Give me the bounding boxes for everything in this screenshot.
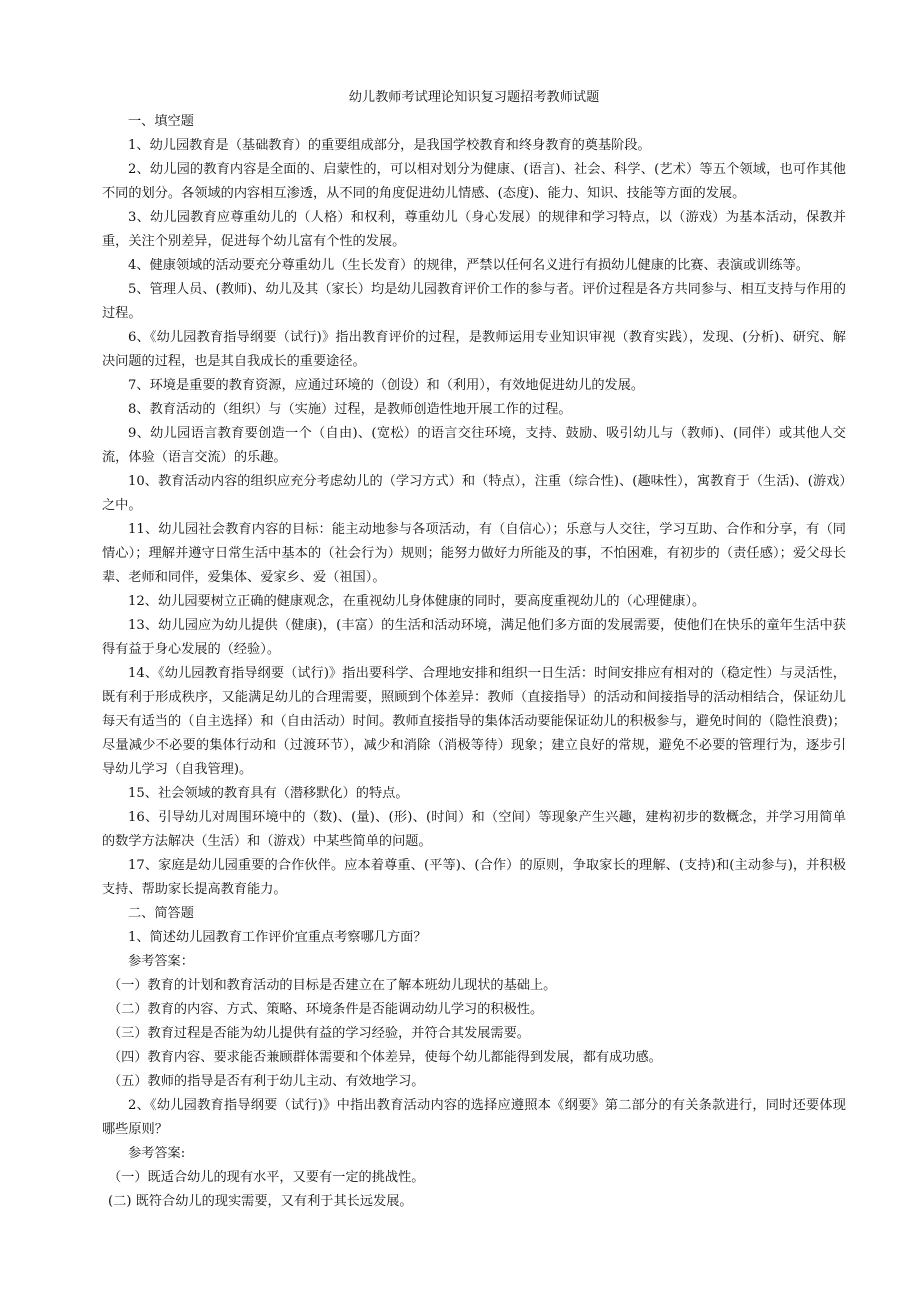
- fill-blank-item: 13、幼儿园应为幼儿提供（健康)，(丰富）的生活和活动环境，满足他们多方面的发展需要，使他们在快乐的童年生活中获得有益于身心发展的（经验）。: [102, 618, 846, 657]
- reference-answer-label: 参考答案：: [128, 954, 194, 969]
- fill-blank-item: 8、教育活动的（组织）与（实施）过程，是教师创造性地开展工作的过程。: [128, 402, 572, 417]
- answer-item: （一）教育的计划和教育活动的目标是否建立在了解本班幼儿现状的基础上。: [108, 978, 557, 993]
- fill-blank-item: 7、环境是重要的教育资源，应通过环境的（创设）和（利用），有效地促进幼儿的发展。: [128, 378, 645, 393]
- fill-blank-item: 17、家庭是幼儿园重要的合作伙伴。应本着尊重、(平等)、(合作）的原则，争取家长的理解、(支持)和(主动参与)，并积极支持、帮助家长提高教育能力。: [102, 858, 846, 897]
- fill-blank-item: 12、幼儿园要树立正确的健康观念，在重视幼儿身体健康的同时，要高度重视幼儿的（心理健康）。: [128, 594, 706, 609]
- section-heading-fill-blank: 一、填空题: [128, 114, 194, 129]
- question-1: 1、简述幼儿园教育工作评价宜重点考察哪几方面？: [128, 930, 427, 945]
- answer-item: （三）教育过程是否能为幼儿提供有益的学习经验，并符合其发展需要。: [108, 1026, 530, 1041]
- fill-blank-item: 16、引导幼儿对周围环境中的（数)、(量)、(形)、(时间）和（空间）等现象产生兴趣，建构初步的数概念，并学习用简单的数学方法解决（生活）和（游戏）中某些简单的问题。: [102, 810, 846, 849]
- document-page: [102, 86, 846, 1214]
- question-2: 2、《幼儿园教育指导纲要（试行)》中指出教育活动内容的选择应遵照本《纲要》第二部分的有关条款进行，同时还要体现哪些原则？: [102, 1098, 846, 1137]
- fill-blank-item: 4、健康领域的活动要充分尊重幼儿（生长发育）的规律，严禁以任何名义进行有损幼儿健康的比赛、表演或训练等。: [128, 258, 809, 273]
- fill-blank-item: 14、《幼儿园教育指导纲要（试行)》指出要科学、合理地安排和组织一日生活：时间安排应有相对的（稳定性）与灵活性，既有利于形成秩序，又能满足幼儿的合理需要，照顾到个体差异：教师（直接指导）的活动和间接指导的活动相结合，保证幼儿每天有适当的（自主选择）和（自由活动）时间。教师直接指导的集体活动要能保证幼儿的积极参与，避免时间的（隐性浪费)；尽量减少不必要的集体行动和（过渡环节），减少和消除（消极等待）现象；建立良好的常规，避免不必要的管理行为，逐步引导幼儿学习（自我管理)。: [102, 666, 846, 777]
- answer-item: （二）教育的内容、方式、策略、环境条件是否能调动幼儿学习的积极性。: [108, 1002, 544, 1017]
- fill-blank-item: 9、幼儿园语言教育要创造一个（自由)、(宽松）的语言交往环境，支持、鼓励、吸引幼儿与（教师)、(同伴）或其他人交流，体验（语言交流）的乐趣。: [102, 426, 846, 465]
- fill-blank-item: 2、幼儿园的教育内容是全面的、启蒙性的，可以相对划分为健康、(语言)、社会、科学、(艺术）等五个领域，也可作其他不同的划分。各领域的内容相互渗透，从不同的角度促进幼儿情感、(态度)、能力、知识、技能等方面的发展。: [102, 162, 846, 201]
- section-heading-short-answer: 二、简答题: [128, 906, 194, 921]
- answer-item: （四）教育内容、要求能否兼顾群体需要和个体差异，使每个幼儿都能得到发展，都有成功感。: [108, 1050, 662, 1065]
- fill-blank-item: 6、《幼儿园教育指导纲要（试行)》指出教育评价的过程，是教师运用专业知识审视（教育实践），发现、(分析)、研究、解决问题的过程，也是其自我成长的重要途径。: [102, 330, 846, 369]
- answer-item: (二) 既符合幼儿的现实需要，又有利于其长远发展。: [108, 1194, 413, 1209]
- answer-item: （五）教师的指导是否有利于幼儿主动、有效地学习。: [108, 1074, 425, 1089]
- answer-item: （一）既适合幼儿的现有水平，又要有一定的挑战性。: [108, 1170, 425, 1185]
- fill-blank-item: 10、教育活动内容的组织应充分考虑幼儿的（学习方式）和（特点），注重（综合性)、(趣味性），寓教育于（生活)、(游戏）之中。: [102, 474, 846, 513]
- fill-blank-item: 11、幼儿园社会教育内容的目标：能主动地参与各项活动，有（自信心）；乐意与人交往，学习互助、合作和分享，有（同情心）；理解并遵守日常生活中基本的（社会行为）规则；能努力做好力所能及的事，不怕困难，有初步的（责任感）；爱父母长辈、老师和同伴，爱集体、爱家乡、爱（祖国）。: [102, 522, 846, 585]
- fill-blank-item: 15、社会领域的教育具有（潜移默化）的特点。: [128, 786, 409, 801]
- reference-answer-label: 参考答案:: [128, 1146, 186, 1161]
- fill-blank-item: 3、幼儿园教育应尊重幼儿的（人格）和权利，尊重幼儿（身心发展）的规律和学习特点，以（游戏）为基本活动，保教并重，关注个别差异，促进每个幼儿富有个性的发展。: [102, 210, 846, 249]
- fill-blank-item: 5、管理人员、(教师)、幼儿及其（家长）均是幼儿园教育评价工作的参与者。评价过程是各方共同参与、相互支持与作用的过程。: [102, 282, 846, 321]
- document-title: 幼儿教师考试理论知识复习题招考教师试题: [348, 90, 600, 105]
- fill-blank-item: 1、幼儿园教育是（基础教育）的重要组成部分，是我国学校教育和终身教育的奠基阶段。: [128, 138, 651, 153]
